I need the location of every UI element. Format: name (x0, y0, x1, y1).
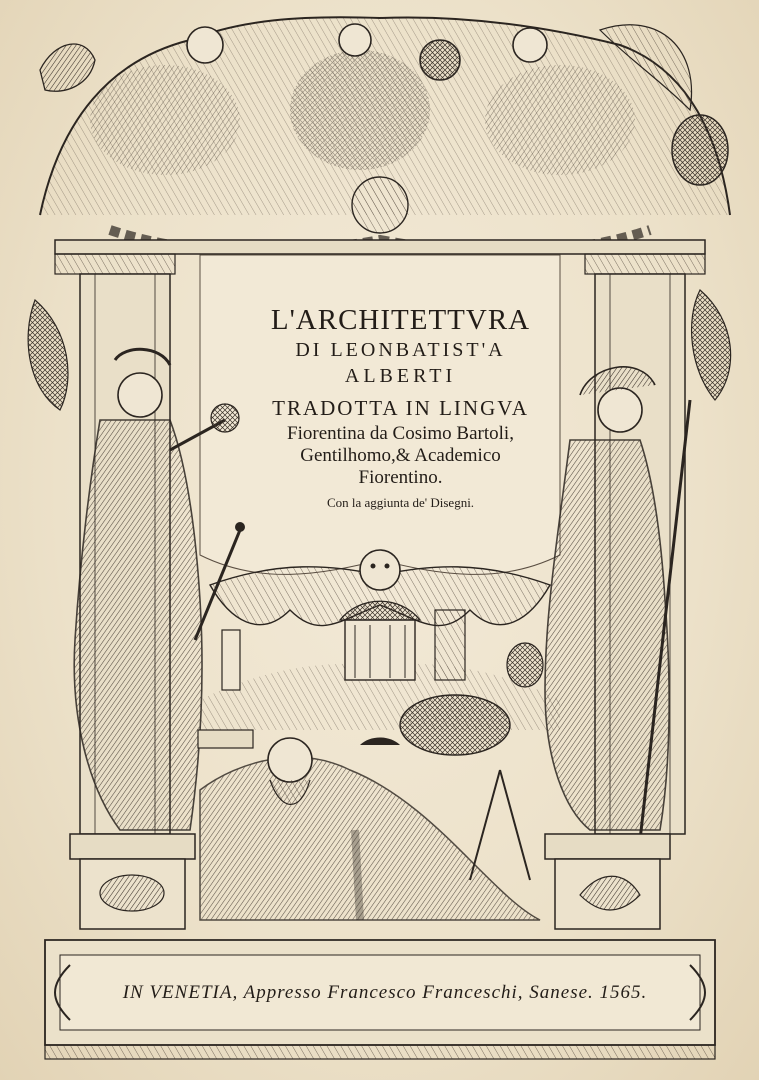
title-translator-line-1: Fiorentina da Cosimo Bartoli, (287, 423, 514, 444)
title-main: L'ARCHITETTVRA (270, 304, 531, 336)
title-drawings-note: Con la aggiunta de' Disegni. (326, 495, 475, 510)
title-translation: TRADOTTA IN LINGVA (272, 396, 529, 420)
title-translator-line-3: Fiorentino. (358, 467, 443, 488)
imprint-text: IN VENETIA, Appresso Francesco Franceschi, Sanese. 1565. (122, 982, 648, 1003)
title-translator-line-2: Gentilhomo,& Academico (300, 445, 501, 466)
title-author-surname: ALBERTI (344, 365, 457, 387)
pediment-figures (40, 17, 730, 252)
title-author-line: DI LEONBATIST'A (295, 339, 506, 361)
title-block (258, 303, 543, 513)
